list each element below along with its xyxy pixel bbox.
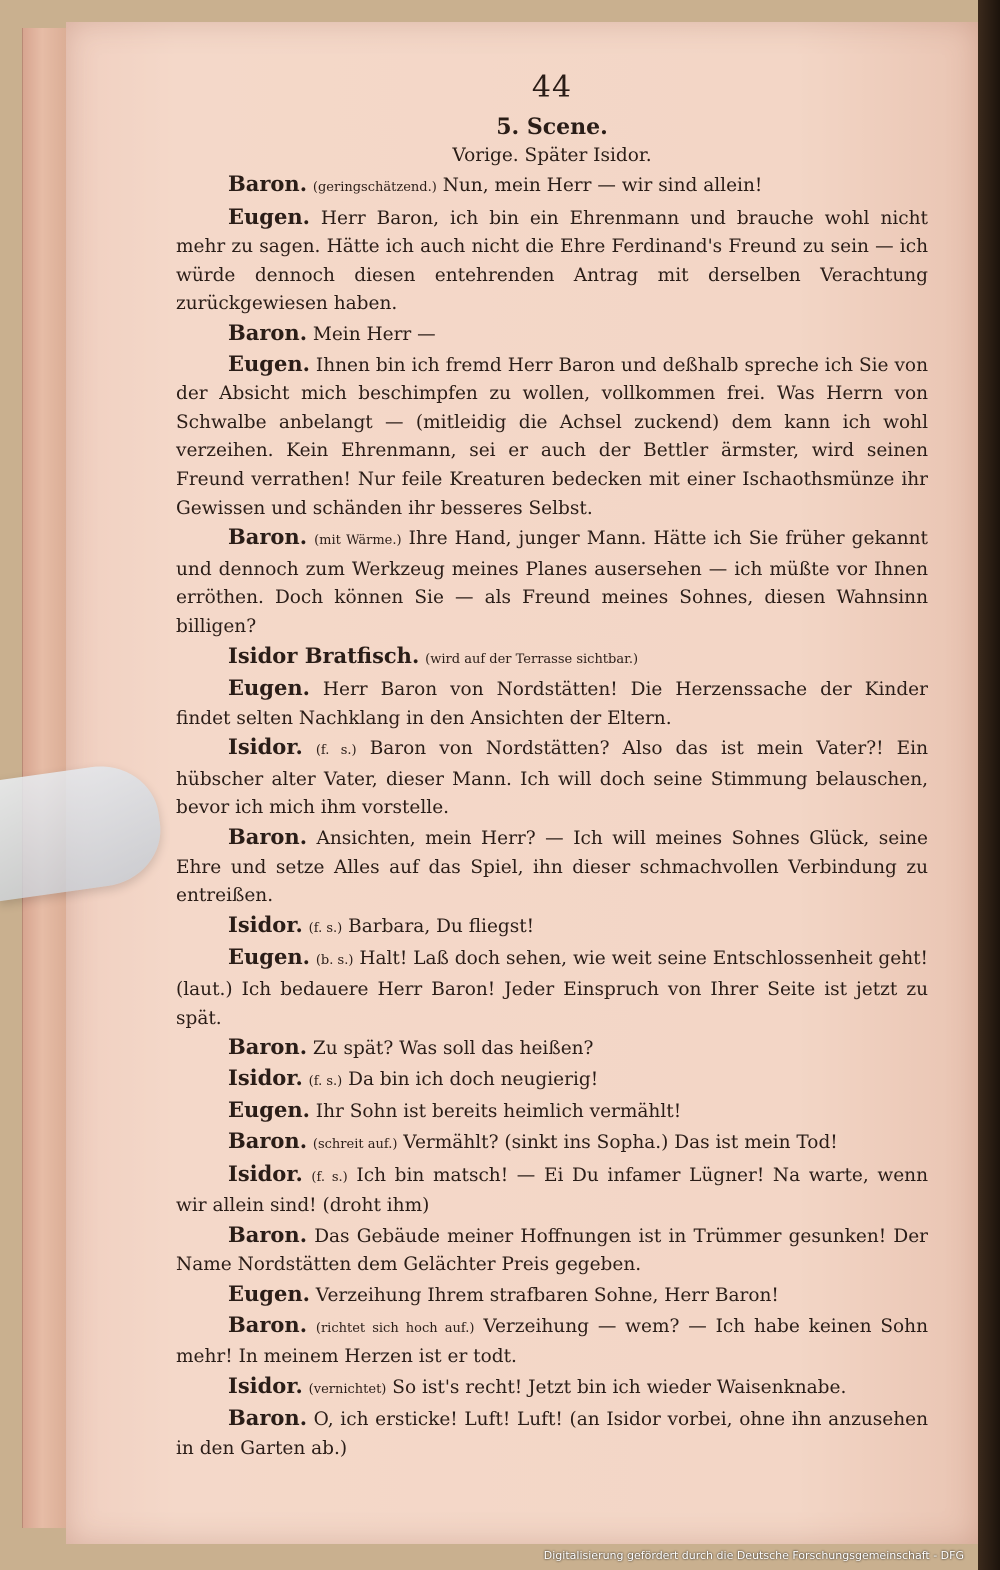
stage-direction: (f. s.): [308, 920, 343, 936]
spoken-text: Halt! Laß doch sehen, wie weit seine Entschlossenheit geht! (laut.) Ich bedauere Herr Baron! Jeder Einspruch von Ihrer Seite ist jetzt zu spät.: [176, 948, 928, 1029]
dialogue-line: [176, 1096, 928, 1127]
spoken-text: Ihnen bin ich fremd Herr Baron und deßhalb spreche ich Sie von der Absicht mich beschimpfen zu wollen, vollkommen frei. Was Herrn von Schwalbe anbelangt — (mitleidig die Achsel zuckend) dem kann ich wohl verzeihen. Kein Ehrenmann, sei er auch der Bettler ärmster, wird seinen Freund verrathen! Nur feile Kreaturen bedecken mit einer Ischaothsmünze ihr Gewissen und schänden ihr besseres Selbst.: [176, 354, 928, 519]
stage-direction: (f. s.): [308, 1073, 343, 1089]
dialogue-line: [176, 350, 928, 524]
spoken-text: Das Gebäude meiner Hoffnungen ist in Trümmer gesunken! Der Name Nordstätten dem Gelächter Preis gegeben.: [176, 1225, 928, 1276]
page-text: [176, 70, 928, 1464]
dialogue-line: [176, 943, 928, 1033]
stage-direction: (mit Wärme.): [314, 533, 402, 549]
speaker-name: Baron.: [228, 824, 308, 850]
speaker-name: Baron.: [228, 1311, 308, 1337]
dialogue-line: [176, 1033, 928, 1064]
stage-direction: (b. s.): [315, 953, 354, 969]
spoken-text: Ansichten, mein Herr? — Ich will meines Sohnes Glück, seine Ehre und setze Alles auf das Spiel, ihn dieser schmachvollen Verbindung zu entreißen.: [176, 828, 929, 907]
dialogue-line: [176, 1311, 928, 1372]
page-number: 44: [531, 70, 573, 105]
stage-direction: (richtet sich hoch auf.): [315, 1320, 475, 1336]
speaker-name: Baron.: [228, 319, 308, 345]
speaker-name: Baron.: [228, 171, 308, 196]
scene-subtitle: Vorige. Später Isidor.: [452, 145, 652, 166]
spoken-text: Zu spät? Was soll das heißen?: [312, 1038, 594, 1060]
speaker-name: Baron.: [228, 1221, 308, 1247]
dialogue-line: [176, 1221, 928, 1280]
book-binding: [978, 0, 1000, 1570]
dialogue-line: [176, 319, 928, 350]
spoken-text: Herr Baron von Nordstätten! Die Herzenssache der Kinder findet selten Nachklang in den Ansichten der Eltern.: [176, 679, 928, 729]
speaker-name: Eugen.: [228, 675, 310, 701]
speaker-name: Baron.: [228, 1034, 308, 1060]
spoken-text: Vermählt? (sinkt ins Sopha.) Das ist mein Tod!: [403, 1132, 838, 1153]
speaker-name: Isidor.: [228, 1064, 303, 1090]
spoken-text: O, ich ersticke! Luft! Luft! (an Isidor vorbei, ohne ihn anzusehen in den Garten ab.): [176, 1409, 928, 1459]
speaker-name: Isidor.: [228, 1160, 303, 1186]
speaker-name: Isidor.: [228, 911, 303, 937]
spoken-text: Herr Baron, ich bin ein Ehrenmann und brauche wohl nicht mehr zu sagen. Hätte ich auch nicht die Ehre Ferdinand's Freund zu sein — ich würde dennoch diesen entehrenden Antrag mit derselben Verachtung zurückgewiesen haben.: [176, 207, 928, 315]
spoken-text: Baron von Nordstätten? Also das ist mein Vater?! Ein hübscher alter Vater, dieser Mann. Ich will doch seine Stimmung belauschen, bevor ich mich ihm vorstelle.: [176, 738, 928, 819]
speaker-name: Eugen.: [228, 944, 310, 970]
spoken-text: So ist's recht! Jetzt bin ich wieder Waisenknabe.: [392, 1376, 847, 1398]
spoken-text: Mein Herr —: [312, 323, 436, 345]
dialogue-line: [176, 523, 928, 641]
stage-direction: (schreit auf.): [312, 1137, 398, 1152]
spoken-text: Ihre Hand, junger Mann. Hätte ich Sie früher gekannt und dennoch zum Werkzeug meines Planes ausersehen — ich müßte vor Ihnen erröthen. Doch können Sie — als Freund meines Sohnes, diesen Wahnsinn billigen?: [176, 528, 928, 637]
speaker-name: Baron.: [228, 1128, 308, 1153]
dialogue-line: [176, 911, 928, 944]
dialogue-line: [176, 823, 928, 911]
spoken-text: Ich bin matsch! — Ei Du infamer Lügner! Na warte, wenn wir allein sind! (droht ihm): [176, 1164, 928, 1217]
speaker-name: Isidor Bratfisch.: [228, 642, 420, 668]
dialogue-line: [176, 1064, 928, 1097]
stage-direction: (wird auf der Terrasse sichtbar.): [425, 651, 639, 667]
spoken-text: Verzeihung — wem? — Ich habe keinen Sohn mehr! In meinem Herzen ist er todt.: [176, 1315, 928, 1368]
dialogue-line: [176, 170, 928, 203]
digitization-credit: Digitalisierung gefördert durch die Deutsche Forschungsgemeinschaft - DFG: [543, 1549, 964, 1562]
stage-direction: (f. s.): [311, 1169, 348, 1185]
spoken-text: Verzeihung Ihrem strafbaren Sohne, Herr Baron!: [315, 1284, 779, 1306]
speaker-name: Isidor.: [228, 1372, 303, 1398]
speaker-name: Baron.: [228, 524, 308, 550]
dialogue-line: [176, 1127, 928, 1160]
spoken-text: Barbara, Du fliegst!: [348, 915, 535, 937]
dialogue-line: [176, 1160, 928, 1221]
speaker-name: Eugen.: [228, 203, 310, 229]
stage-direction: (geringschätzend.): [312, 180, 437, 195]
dialogue-line: [176, 1280, 928, 1311]
speaker-name: Isidor.: [228, 734, 303, 760]
dialogue-line: [176, 1404, 928, 1463]
speaker-name: Eugen.: [228, 1280, 310, 1306]
spoken-text: Ihr Sohn ist bereits heimlich vermählt!: [315, 1101, 682, 1123]
dialogue-line: [176, 203, 928, 319]
dialogue-line: [176, 642, 928, 675]
dialogue-line: [176, 733, 928, 823]
spoken-text: Nun, mein Herr — wir sind allein!: [442, 175, 763, 196]
speaker-name: Eugen.: [228, 350, 310, 376]
stage-direction: (vernichtet): [308, 1381, 387, 1397]
speaker-name: Baron.: [228, 1405, 308, 1431]
scene-title: 5. Scene.: [496, 114, 608, 140]
stage-direction: (f. s.): [315, 743, 357, 759]
dialogue-line: [176, 674, 928, 733]
dialogue-line: [176, 1372, 928, 1405]
spoken-text: Da bin ich doch neugierig!: [348, 1068, 599, 1090]
speaker-name: Eugen.: [228, 1097, 310, 1123]
dialogue: [176, 170, 928, 1464]
